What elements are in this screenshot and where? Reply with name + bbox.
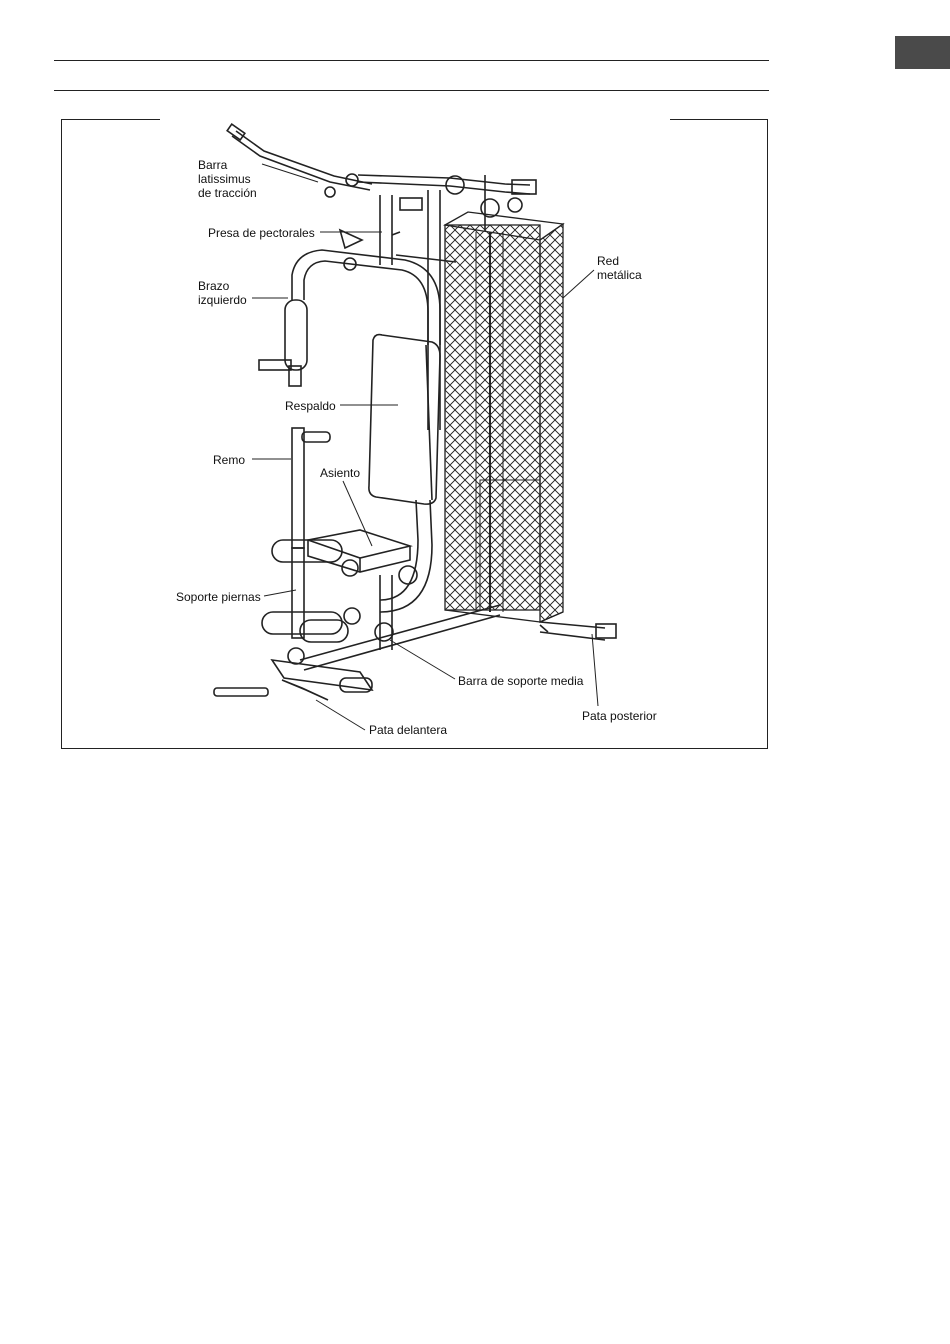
leg-support bbox=[262, 500, 432, 650]
backrest-seat bbox=[308, 335, 440, 572]
label-lat-bar: Barra latissimus de tracción bbox=[198, 158, 257, 200]
label-metal-net: Red metálica bbox=[597, 254, 642, 282]
label-chest-press: Presa de pectorales bbox=[208, 226, 315, 240]
weight-tower bbox=[445, 212, 563, 622]
label-middle-bar: Barra de soporte media bbox=[458, 674, 584, 688]
label-row: Remo bbox=[213, 453, 246, 467]
label-leg-support: Soporte piernas bbox=[176, 590, 261, 604]
left-arm bbox=[259, 250, 440, 386]
label-seat: Asiento bbox=[320, 466, 361, 480]
label-front-leg: Pata delantera bbox=[369, 723, 448, 737]
label-rear-leg: Pata posterior bbox=[582, 709, 657, 723]
label-backrest: Respaldo bbox=[285, 399, 336, 413]
label-left-arm: Brazo izquierdo bbox=[198, 279, 247, 307]
rower-post bbox=[292, 428, 330, 638]
